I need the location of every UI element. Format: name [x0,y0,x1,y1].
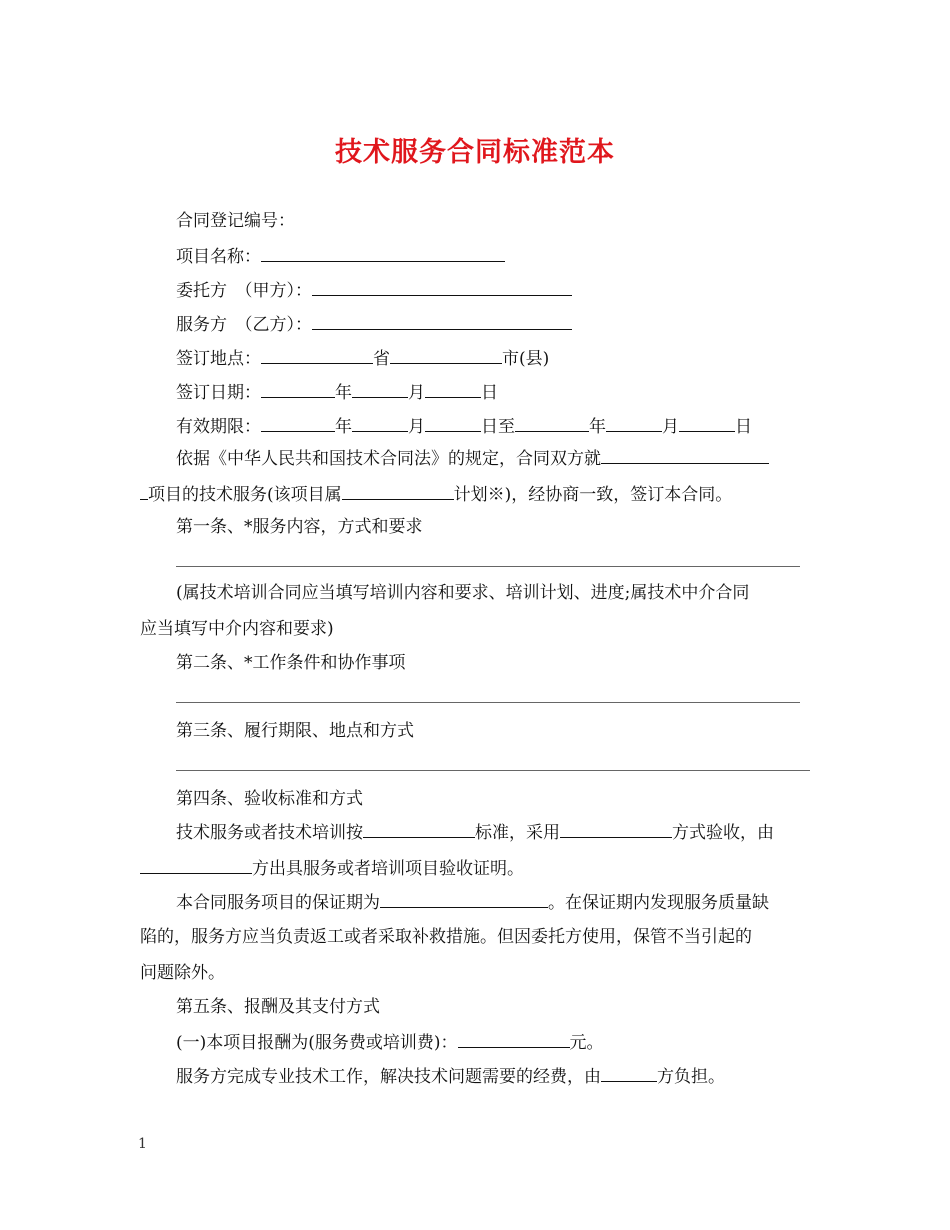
intro-text-2b: 计划※)，经协商一致，签订本合同。 [453,485,733,505]
article-4-line-2 [140,856,524,880]
contract-number-line [176,210,295,232]
page-number: 1 [138,1136,147,1152]
month-label: 月 [408,417,425,437]
project-name-blank[interactable] [261,244,505,262]
month-label: 月 [662,417,679,437]
city-label: 市(县) [502,349,550,369]
article-5-item-1 [176,1030,604,1054]
article-2-heading: 第二条、*工作条件和协作事项 [176,653,406,673]
warranty-text-1b: 。在保证期内发现服务质量缺 [548,893,769,913]
intro-project-blank-cont[interactable] [140,482,148,500]
warranty-period-blank[interactable] [380,890,548,908]
acceptance-method-blank[interactable] [560,820,672,838]
article-1-note-line-1: (属技术培训合同应当填写培训内容和要求、培训计划、进度;属技术中介合同 [176,583,750,603]
sign-city-blank[interactable] [390,346,502,364]
article-1-note-line-2: 应当填写中介内容和要求) [140,619,334,639]
valid-start-day-blank[interactable] [425,414,481,432]
sign-date-label: 签订日期： [176,383,261,403]
article-5-item-2-end: 方负担。 [657,1067,725,1087]
project-name-label: 项目名称： [176,247,261,267]
article-5-heading: 第五条、报酬及其支付方式 [176,997,380,1017]
article-5-item-2-text: 服务方完成专业技术工作，解决技术问题需要的经费，由 [176,1067,601,1087]
month-label: 月 [408,383,425,403]
provider-blank[interactable] [312,312,572,330]
client-blank[interactable] [312,278,572,296]
valid-start-month-blank[interactable] [352,414,408,432]
province-label: 省 [373,349,390,369]
sign-month-blank[interactable] [352,380,408,398]
valid-end-year-blank[interactable] [515,414,589,432]
sign-day-blank[interactable] [425,380,481,398]
article-3-heading: 第三条、履行期限、地点和方式 [176,721,414,741]
article-4-text-2: 方出具服务或者培训项目验收证明。 [252,859,524,879]
warranty-line-1 [176,890,769,914]
certifying-party-blank[interactable] [140,856,252,874]
intro-line-2 [140,482,732,506]
sign-province-blank[interactable] [261,346,373,364]
valid-end-month-blank[interactable] [606,414,662,432]
expense-party-blank[interactable] [601,1064,657,1082]
article-3-fill-line[interactable] [176,770,810,771]
year-label: 年 [335,417,352,437]
client-label: 委托方 （甲方）： [176,281,312,301]
article-1-fill-line[interactable] [176,566,800,567]
acceptance-standard-blank[interactable] [363,820,475,838]
valid-period-line [176,414,752,438]
intro-text-2a: 项目的技术服务(该项目属 [148,485,342,505]
warranty-line-3: 问题除外。 [140,963,225,983]
day-to-label: 日至 [481,417,515,437]
provider-label: 服务方 （乙方）： [176,315,312,335]
year-label: 年 [335,383,352,403]
article-5-item-2 [176,1064,725,1088]
provider-line [176,312,572,336]
sign-year-blank[interactable] [261,380,335,398]
intro-project-blank[interactable] [601,446,769,464]
article-4-text-1c: 方式验收，由 [672,823,774,843]
article-4-text-1a: 技术服务或者技术培训按 [176,823,363,843]
valid-period-label: 有效期限： [176,417,261,437]
intro-line-1 [176,446,769,470]
valid-start-year-blank[interactable] [261,414,335,432]
plan-blank[interactable] [342,482,454,500]
document-title: 技术服务合同标准范本 [335,137,615,168]
client-line [176,278,572,302]
article-4-line-1 [176,820,774,844]
day-label: 日 [481,383,498,403]
article-4-text-1b: 标准，采用 [475,823,560,843]
article-4-heading: 第四条、验收标准和方式 [176,789,363,809]
article-2-fill-line[interactable] [176,702,800,703]
project-name-line [176,244,505,268]
year-label: 年 [589,417,606,437]
sign-place-line [176,346,549,370]
day-label: 日 [735,417,752,437]
valid-end-day-blank[interactable] [679,414,735,432]
sign-place-label: 签订地点： [176,349,261,369]
article-1-heading: 第一条、*服务内容，方式和要求 [176,517,423,537]
article-5-item-1-unit: 元。 [569,1033,604,1053]
sign-date-line [176,380,498,404]
warranty-text-1a: 本合同服务项目的保证期为 [176,893,380,913]
warranty-line-2: 陷的，服务方应当负责返工或者采取补救措施。但因委托方使用，保管不当引起的 [140,927,752,947]
contract-number-label: 合同登记编号： [176,211,295,231]
fee-amount-blank[interactable] [458,1030,570,1048]
article-5-item-1-text: (一)本项目报酬为(服务费或培训费)： [176,1033,458,1053]
intro-text-1: 依据《中华人民共和国技术合同法》的规定，合同双方就 [176,449,601,469]
